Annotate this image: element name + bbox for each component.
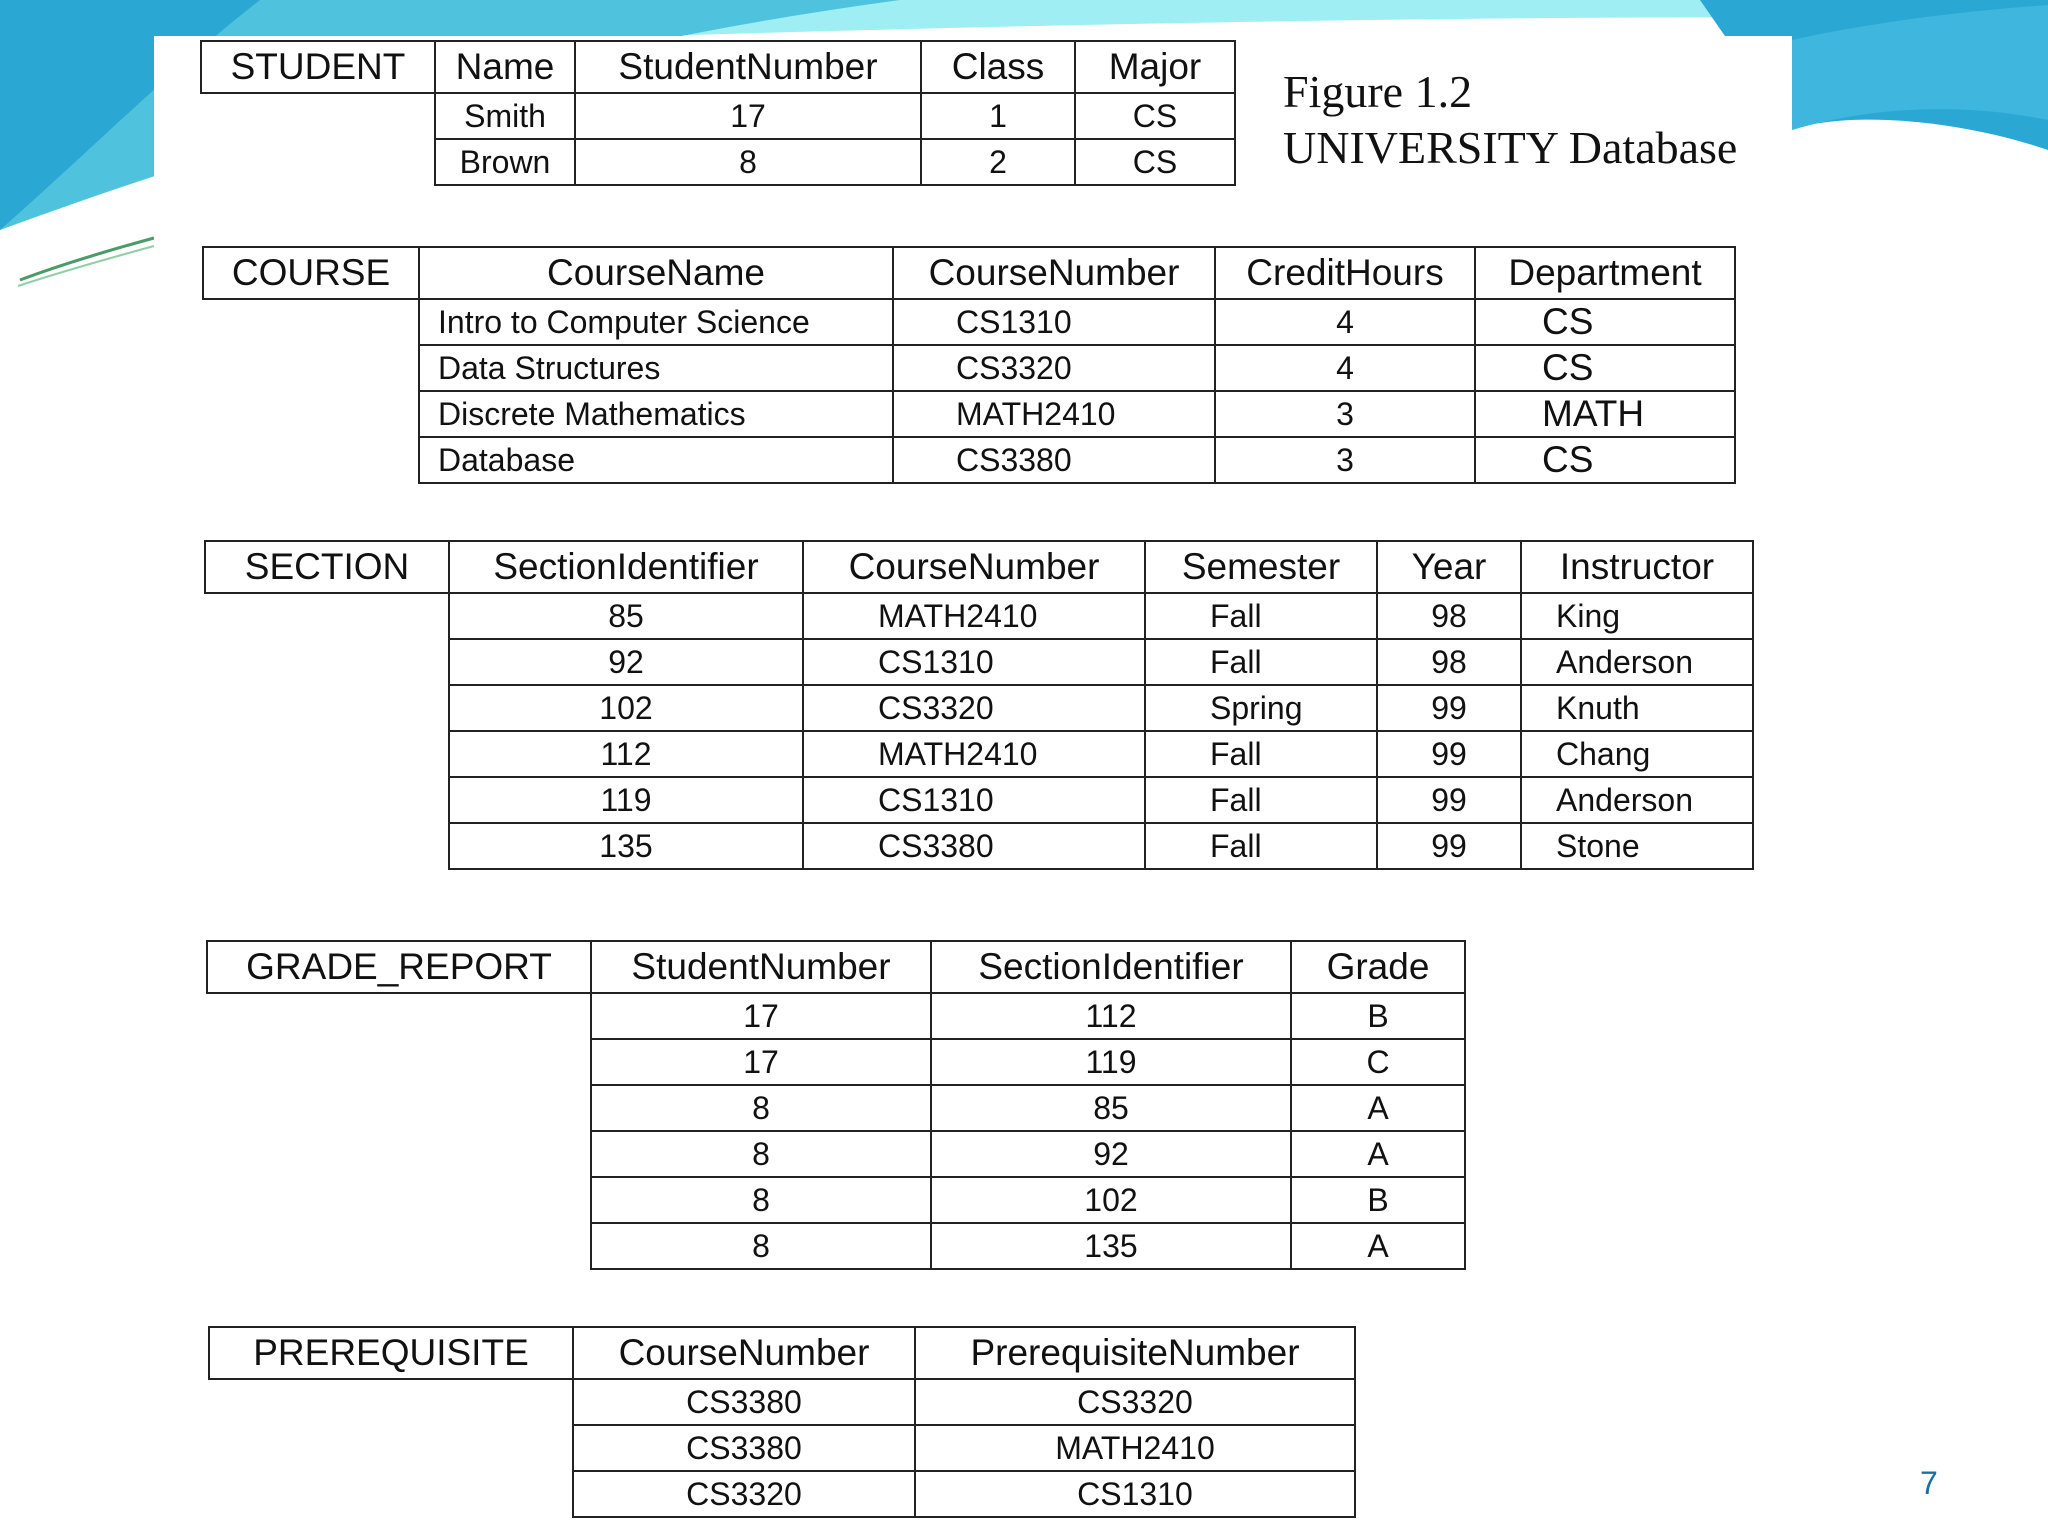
grade-report-table [206, 940, 1466, 1270]
spacer-cell [203, 345, 419, 391]
table-row [209, 1379, 1355, 1425]
table-cell: 3 [1215, 437, 1475, 483]
table-cell: CS [1475, 345, 1735, 391]
prerequisite-table [208, 1326, 1356, 1518]
section-table [204, 540, 1754, 870]
table-cell: 85 [931, 1085, 1291, 1131]
table-row [205, 639, 1753, 685]
table-cell: C [1291, 1039, 1465, 1085]
table-cell: CS3320 [803, 685, 1145, 731]
table-cell: MATH2410 [915, 1425, 1355, 1471]
table-cell: 17 [591, 1039, 931, 1085]
table-cell: CS1310 [893, 299, 1215, 345]
table-row [205, 685, 1753, 731]
table-cell: Knuth [1521, 685, 1753, 731]
table-cell: 99 [1377, 685, 1521, 731]
table-row [207, 1085, 1465, 1131]
table-cell: A [1291, 1085, 1465, 1131]
table-cell: CS [1075, 93, 1235, 139]
table-header-row [201, 41, 1235, 93]
table-cell: 119 [931, 1039, 1291, 1085]
spacer-cell [205, 639, 449, 685]
table-cell: Fall [1145, 731, 1377, 777]
table-cell: Fall [1145, 777, 1377, 823]
table-cell: CS [1075, 139, 1235, 185]
relation-name: PREREQUISITE [209, 1327, 573, 1379]
table-cell: 135 [449, 823, 803, 869]
table-cell: Fall [1145, 823, 1377, 869]
table-cell: 17 [575, 93, 921, 139]
spacer-cell [203, 391, 419, 437]
column-header: CreditHours [1215, 247, 1475, 299]
column-header: CourseNumber [893, 247, 1215, 299]
table-cell: Fall [1145, 639, 1377, 685]
table-row [205, 593, 1753, 639]
table-cell: CS3320 [573, 1471, 915, 1517]
table-cell: Anderson [1521, 639, 1753, 685]
course-table [202, 246, 1736, 484]
spacer-cell [209, 1425, 573, 1471]
table-cell: B [1291, 993, 1465, 1039]
table-cell: 98 [1377, 639, 1521, 685]
table-cell: 85 [449, 593, 803, 639]
column-header: CourseName [419, 247, 893, 299]
table-row [207, 993, 1465, 1039]
figure-caption [1283, 64, 1763, 176]
table-cell: 8 [591, 1131, 931, 1177]
column-header: StudentNumber [591, 941, 931, 993]
table-cell: 135 [931, 1223, 1291, 1269]
table-cell: 99 [1377, 823, 1521, 869]
table-cell: CS [1475, 437, 1735, 483]
column-header: StudentNumber [575, 41, 921, 93]
table-cell: CS3380 [573, 1379, 915, 1425]
column-header: CourseNumber [573, 1327, 915, 1379]
table-row [203, 391, 1735, 437]
figure-number: Figure 1.2 [1283, 66, 1473, 117]
table-cell: B [1291, 1177, 1465, 1223]
table-cell: 102 [449, 685, 803, 731]
table-row [207, 1131, 1465, 1177]
table-cell: Discrete Mathematics [419, 391, 893, 437]
table-row [207, 1039, 1465, 1085]
table-header-row [209, 1327, 1355, 1379]
column-header: Year [1377, 541, 1521, 593]
table-cell: King [1521, 593, 1753, 639]
table-cell: MATH2410 [893, 391, 1215, 437]
spacer-cell [205, 777, 449, 823]
column-header: SectionIdentifier [931, 941, 1291, 993]
table-header-row [207, 941, 1465, 993]
table-cell: Chang [1521, 731, 1753, 777]
table-cell: Stone [1521, 823, 1753, 869]
table-cell: CS3320 [893, 345, 1215, 391]
table-cell: CS3380 [803, 823, 1145, 869]
table-row [203, 299, 1735, 345]
table-cell: CS3320 [915, 1379, 1355, 1425]
relation-name: STUDENT [201, 41, 435, 93]
spacer-cell [207, 1131, 591, 1177]
table-cell: Fall [1145, 593, 1377, 639]
spacer-cell [207, 1223, 591, 1269]
column-header: Major [1075, 41, 1235, 93]
column-header: PrerequisiteNumber [915, 1327, 1355, 1379]
table-row [203, 437, 1735, 483]
table-cell: Smith [435, 93, 575, 139]
table-cell: 99 [1377, 777, 1521, 823]
table-cell: 17 [591, 993, 931, 1039]
spacer-cell [207, 1177, 591, 1223]
spacer-cell [205, 593, 449, 639]
spacer-cell [209, 1471, 573, 1517]
spacer-cell [205, 685, 449, 731]
column-header: Instructor [1521, 541, 1753, 593]
table-cell: CS1310 [803, 639, 1145, 685]
table-cell: 92 [449, 639, 803, 685]
table-cell: 102 [931, 1177, 1291, 1223]
table-cell: Data Structures [419, 345, 893, 391]
table-cell: Anderson [1521, 777, 1753, 823]
spacer-cell [201, 93, 435, 139]
table-cell: 4 [1215, 345, 1475, 391]
table-cell: MATH2410 [803, 731, 1145, 777]
table-cell: CS [1475, 299, 1735, 345]
table-cell: A [1291, 1223, 1465, 1269]
table-cell: 2 [921, 139, 1075, 185]
spacer-cell [203, 299, 419, 345]
relation-name: SECTION [205, 541, 449, 593]
table-cell: CS3380 [573, 1425, 915, 1471]
column-header: Grade [1291, 941, 1465, 993]
table-row [207, 1177, 1465, 1223]
table-cell: 92 [931, 1131, 1291, 1177]
table-row [209, 1471, 1355, 1517]
figure-title: UNIVERSITY Database [1283, 122, 1738, 173]
table-cell: A [1291, 1131, 1465, 1177]
table-cell: CS3380 [893, 437, 1215, 483]
table-header-row [203, 247, 1735, 299]
table-cell: MATH2410 [803, 593, 1145, 639]
table-row [201, 93, 1235, 139]
relation-name: GRADE_REPORT [207, 941, 591, 993]
spacer-cell [203, 437, 419, 483]
table-cell: 3 [1215, 391, 1475, 437]
table-row [207, 1223, 1465, 1269]
table-cell: CS1310 [915, 1471, 1355, 1517]
table-cell: Intro to Computer Science [419, 299, 893, 345]
table-cell: 8 [591, 1085, 931, 1131]
column-header: Department [1475, 247, 1735, 299]
column-header: SectionIdentifier [449, 541, 803, 593]
table-cell: 112 [449, 731, 803, 777]
table-cell: Database [419, 437, 893, 483]
table-header-row [205, 541, 1753, 593]
table-row [201, 139, 1235, 185]
spacer-cell [201, 139, 435, 185]
left-accent-line [20, 238, 154, 280]
table-cell: MATH [1475, 391, 1735, 437]
table-cell: 112 [931, 993, 1291, 1039]
table-row [205, 777, 1753, 823]
column-header: Semester [1145, 541, 1377, 593]
slide-number: 7 [1920, 1465, 1938, 1501]
column-header: Class [921, 41, 1075, 93]
left-accent-line-2 [18, 246, 154, 286]
spacer-cell [207, 1085, 591, 1131]
table-row [203, 345, 1735, 391]
relation-name: COURSE [203, 247, 419, 299]
table-cell: 8 [575, 139, 921, 185]
table-cell: Brown [435, 139, 575, 185]
table-cell: 8 [591, 1223, 931, 1269]
column-header: CourseNumber [803, 541, 1145, 593]
column-header: Name [435, 41, 575, 93]
table-cell: 119 [449, 777, 803, 823]
table-cell: 98 [1377, 593, 1521, 639]
spacer-cell [207, 1039, 591, 1085]
table-row [209, 1425, 1355, 1471]
table-cell: 4 [1215, 299, 1475, 345]
spacer-cell [205, 823, 449, 869]
table-row [205, 731, 1753, 777]
spacer-cell [207, 993, 591, 1039]
spacer-cell [209, 1379, 573, 1425]
table-cell: Spring [1145, 685, 1377, 731]
spacer-cell [205, 731, 449, 777]
table-cell: CS1310 [803, 777, 1145, 823]
student-table [200, 40, 1236, 186]
table-cell: 8 [591, 1177, 931, 1223]
table-cell: 1 [921, 93, 1075, 139]
table-cell: 99 [1377, 731, 1521, 777]
table-row [205, 823, 1753, 869]
